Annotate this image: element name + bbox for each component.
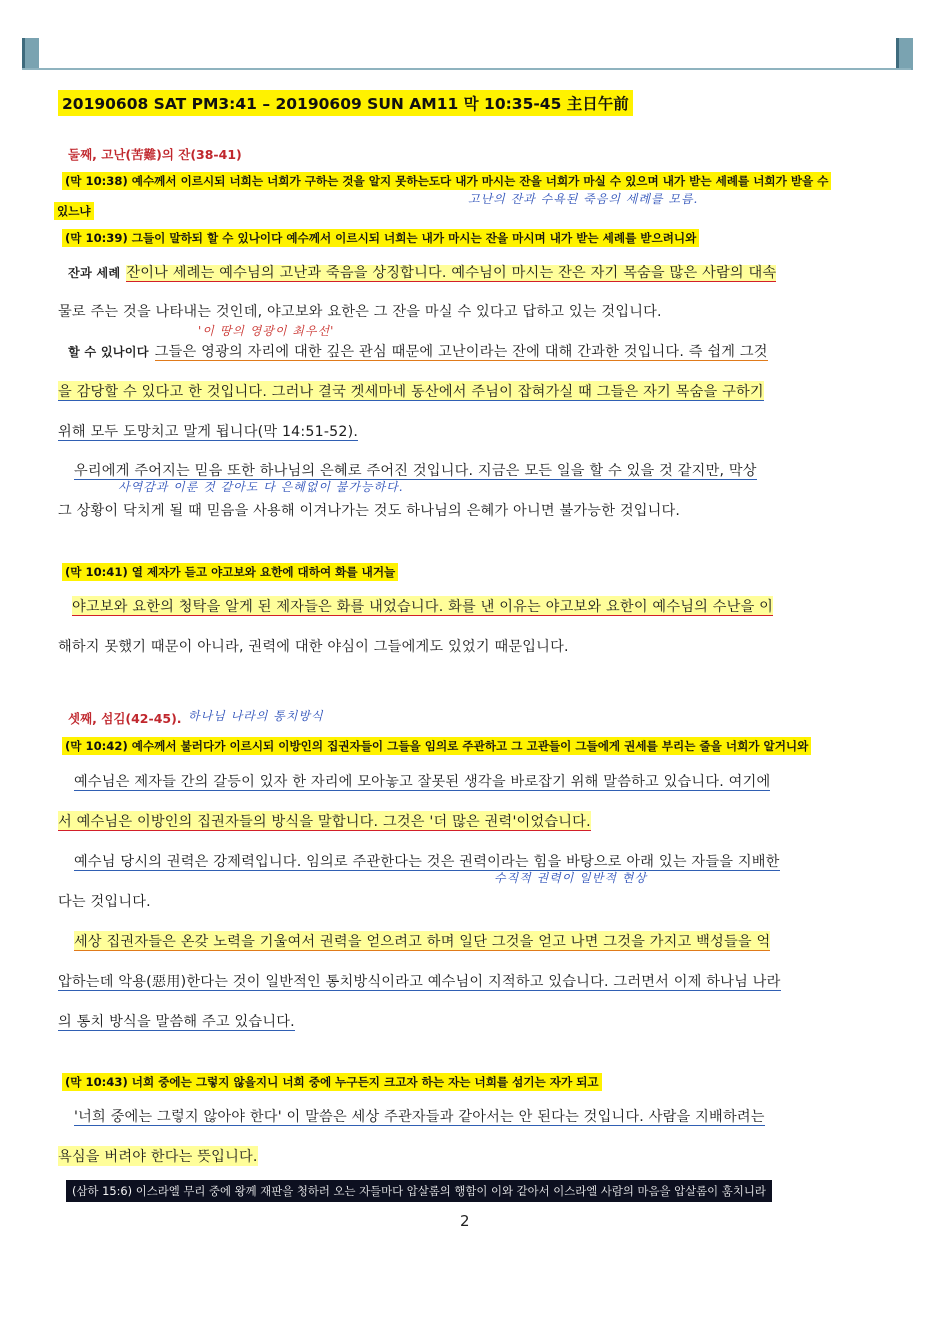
handwritten-note: 사역감과 이룬 것 같아도 다 은혜없이 불가능하다. bbox=[118, 480, 404, 494]
header-tab-right bbox=[896, 38, 913, 70]
paragraph-line: 물로 주는 것을 나타내는 것인데, 야고보와 요한은 그 잔을 마실 수 있다고 답하고 있는 것입니다. bbox=[58, 304, 662, 320]
paragraph-label: 할 수 있나이다 bbox=[68, 345, 149, 359]
handwritten-note: 고난의 잔과 수욕된 죽음의 세례를 모름. bbox=[468, 192, 699, 206]
header-tab-left bbox=[22, 38, 39, 70]
verse-10-43: (막 10:43) 너희 중에는 그렇지 않을지니 너희 중에 누구든지 크고자 하는 자는 너희를 섬기는 자가 되고 bbox=[62, 1073, 602, 1091]
paragraph-line bbox=[58, 421, 358, 441]
section-title-second: 둘째, 고난(苦難)의 잔(38-41) bbox=[68, 147, 242, 162]
paragraph-can-do bbox=[68, 341, 768, 361]
paragraph-line bbox=[58, 381, 764, 401]
paragraph-line-text: 의 통치 방식을 말씀해 주고 있습니다. bbox=[58, 1014, 295, 1030]
paragraph-line: 그 상황이 닥치게 될 때 믿음을 사용해 이겨나가는 것도 하나님의 은혜가 아니면 불가능한 것입니다. bbox=[58, 503, 681, 519]
paragraph-label: 잔과 세례 bbox=[68, 266, 121, 280]
paragraph-cup-baptism bbox=[68, 262, 776, 282]
header-rule bbox=[22, 68, 911, 70]
paragraph-line bbox=[74, 851, 780, 871]
paragraph-line-text: 압하는데 악용(惡用)한다는 것이 일반적인 통치방식이라고 예수님이 지적하고 있습니다. 그러면서 이제 하나님 나라 bbox=[58, 974, 781, 990]
verse-10-38: (막 10:38) 예수께서 이르시되 너희는 너희가 구하는 것을 알지 못하는도다 내가 마시는 잔을 너희가 마실 수 있으며 내가 받는 세례를 너희가 받을 수 bbox=[62, 172, 831, 190]
verse-10-42: (막 10:42) 예수께서 불러다가 이르시되 이방인의 집권자들이 그들을 임의로 주관하고 그 고관들이 그들에게 권세를 부리는 줄을 너희가 알거니와 bbox=[62, 737, 811, 755]
paragraph-line-text: 위해 모두 도망치고 말게 됩니다(막 14:51-52). bbox=[58, 424, 359, 440]
paragraph-line-text: 서 예수님은 이방인의 집권자들의 방식을 말합니다. 그것은 '더 많은 권력'이었습니다. bbox=[58, 814, 591, 830]
dateline: 20190608 SAT PM3:41 – 20190609 SUN AM11 막 10:35-45 主日午前 bbox=[58, 90, 633, 116]
handwritten-note: '이 땅의 영광이 최우선' bbox=[198, 324, 335, 338]
verse-10-39: (막 10:39) 그들이 말하되 할 수 있나이다 예수께서 이르시되 너희는 내가 마시는 잔을 마시며 내가 받는 세례를 받으려니와 bbox=[62, 229, 699, 247]
paragraph-line-text: 예수님 당시의 권력은 강제력입니다. 임의로 주관한다는 것은 권력이라는 힘을 바탕으로 아래 있는 자들을 지배한 bbox=[74, 854, 780, 870]
paragraph-line bbox=[74, 931, 770, 951]
reference-2-samuel-15-6: (삼하 15:6) 이스라엘 무리 중에 왕께 재판을 청하러 오는 자들마다 압살롬의 행함이 이와 같아서 이스라엘 사람의 마음을 압살롬이 훔치니라 bbox=[66, 1180, 772, 1202]
verse-10-41: (막 10:41) 열 제자가 듣고 야고보와 요한에 대하여 화를 내거늘 bbox=[62, 563, 398, 581]
paragraph-line bbox=[58, 971, 781, 991]
paragraph-line: 욕심을 버려야 한다는 뜻입니다. bbox=[58, 1146, 258, 1166]
handwritten-note: 수직적 권력이 일반적 현상 bbox=[494, 871, 647, 885]
page-number: 2 bbox=[460, 1212, 470, 1230]
paragraph-line-text: 을 감당할 수 있다고 한 것입니다. 그러나 결국 겟세마네 동산에서 주님이 잡혀가실 때 그들은 자기 목숨을 구하기 bbox=[58, 384, 764, 400]
paragraph-line: 다는 것입니다. bbox=[58, 894, 151, 910]
paragraph-line bbox=[74, 771, 770, 791]
paragraph-line bbox=[74, 460, 757, 480]
paragraph-line-text: 우리에게 주어지는 믿음 또한 하나님의 은혜로 주어진 것입니다. 지금은 모든 일을 할 수 있을 것 같지만, 막상 bbox=[74, 463, 757, 479]
handwritten-note: 하나님 나라의 통치방식 bbox=[188, 709, 324, 723]
paragraph-line bbox=[72, 596, 773, 616]
paragraph-line: 잔이나 세례는 예수님의 고난과 죽음을 상징합니다. 예수님이 마시는 잔은 자기 목숨을 많은 사람의 대속 bbox=[126, 265, 777, 281]
paragraph-line: 해하지 못했기 때문이 아니라, 권력에 대한 야심이 그들에게도 있었기 때문입니다. bbox=[58, 639, 569, 655]
paragraph-line-text: '너희 중에는 그렇지 않아야 한다' 이 말씀은 세상 주관자들과 같아서는 안 된다는 것입니다. 사람을 지배하려는 bbox=[74, 1109, 765, 1125]
paragraph-line: 그들은 영광의 자리에 대한 깊은 관심 때문에 고난이라는 잔에 대해 간과한 것입니다. 즉 쉽게 그것 bbox=[154, 344, 768, 360]
paragraph-line-text: 야고보와 요한의 청탁을 알게 된 제자들은 화를 내었습니다. 화를 낸 이유는 야고보와 요한이 예수님의 수난을 이 bbox=[72, 599, 774, 615]
paragraph-line-text: 세상 집권자들은 온갖 노력을 기울여서 권력을 얻으려고 하며 일단 그것을 얻고 나면 그것을 가지고 백성들을 억 bbox=[74, 934, 771, 950]
section-title-third: 셋째, 섬김(42-45). bbox=[68, 711, 182, 726]
paragraph-line-text: 예수님은 제자들 간의 갈등이 있자 한 자리에 모아놓고 잘못된 생각을 바로잡기 위해 말씀하고 있습니다. 여기에 bbox=[74, 774, 771, 790]
paragraph-line bbox=[74, 1106, 765, 1126]
verse-10-38-cont: 있느냐 bbox=[54, 202, 94, 220]
paragraph-line bbox=[58, 1011, 295, 1031]
paragraph-line bbox=[58, 811, 591, 831]
